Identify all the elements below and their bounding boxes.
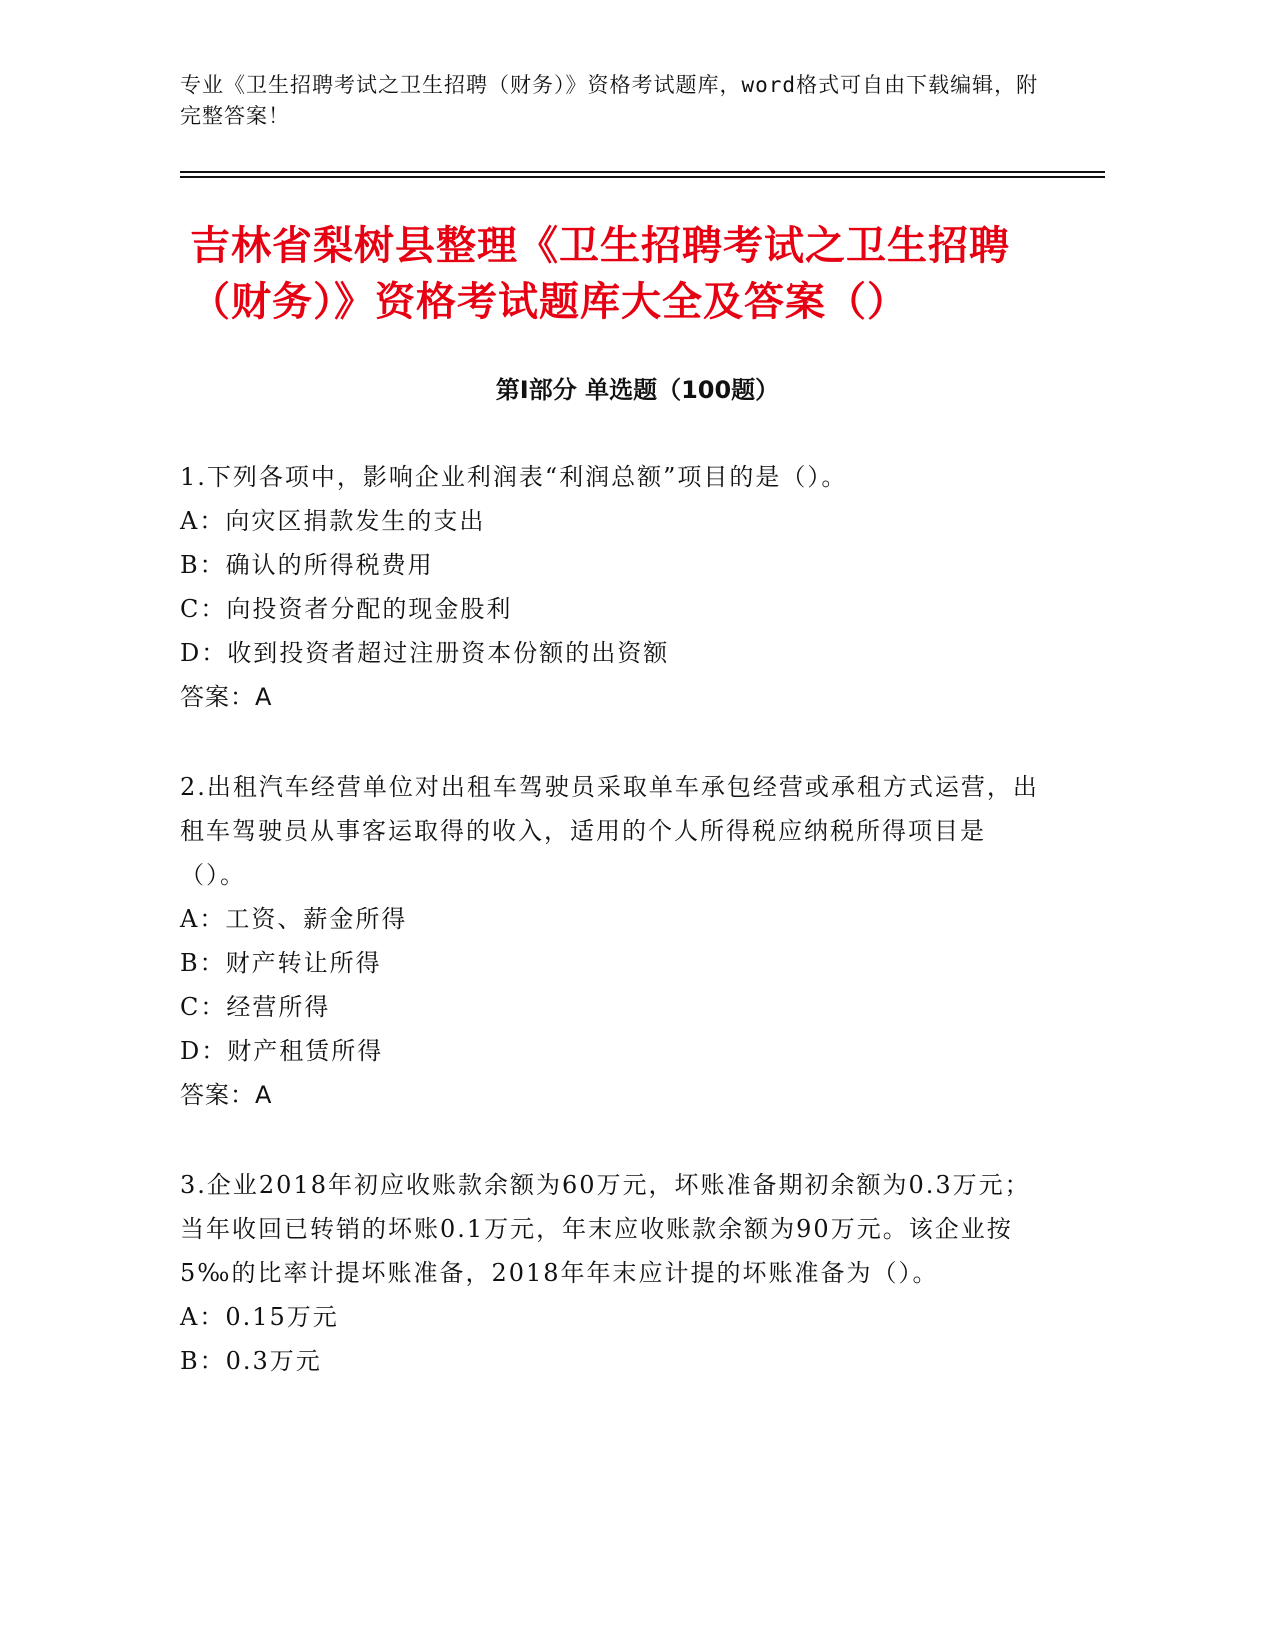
section-title: 第Ⅰ部分 单选题（100题） [495,376,780,404]
question-stem: 3.企业2018年初应收账款余额为60万元，坏账准备期初余额为0.3万元；当年收回已转销的坏账0.1万元，年末应收账款余额为90万元。该企业按5‰的比率计提坏账准备，2018年年末应计提的坏账准备为（）。 [180,1171,1031,1287]
question-option: A：工资、薪金所得 [180,905,408,933]
question-option: C：向投资者分配的现金股利 [180,595,513,623]
question-list [180,455,1040,1429]
question-option: D：收到投资者超过注册资本份额的出资额 [180,639,670,667]
header-note: 专业《卫生招聘考试之卫生招聘（财务）》资格考试题库，word格式可自由下载编辑，附完整答案！ [180,73,1039,128]
question-option: B：0.3万元 [180,1347,322,1375]
header-rule-bottom [180,176,1105,178]
question-block [180,765,1040,1117]
question-answer: 答案：A [180,683,273,711]
question-block [180,1163,1040,1383]
question-block [180,455,1040,719]
question-option: A：0.15万元 [180,1303,339,1331]
question-answer: 答案：A [180,1081,273,1109]
question-option: D：财产租赁所得 [180,1037,384,1065]
question-option: B：财产转让所得 [180,949,382,977]
header-rule-top [180,171,1105,173]
question-stem: 2.出租汽车经营单位对出租车驾驶员采取单车承包经营或承租方式运营，出租车驾驶员从事客运取得的收入，适用的个人所得税应纳税所得项目是（）。 [180,773,1039,889]
question-option: A：向灾区捐款发生的支出 [180,507,486,535]
question-stem: 1.下列各项中，影响企业利润表“利润总额”项目的是（）。 [180,463,848,491]
question-option: B：确认的所得税费用 [180,551,434,579]
question-option: C：经营所得 [180,993,331,1021]
document-title: 吉林省梨树县整理《卫生招聘考试之卫生招聘（财务）》资格考试题库大全及答案（） [190,223,1010,325]
